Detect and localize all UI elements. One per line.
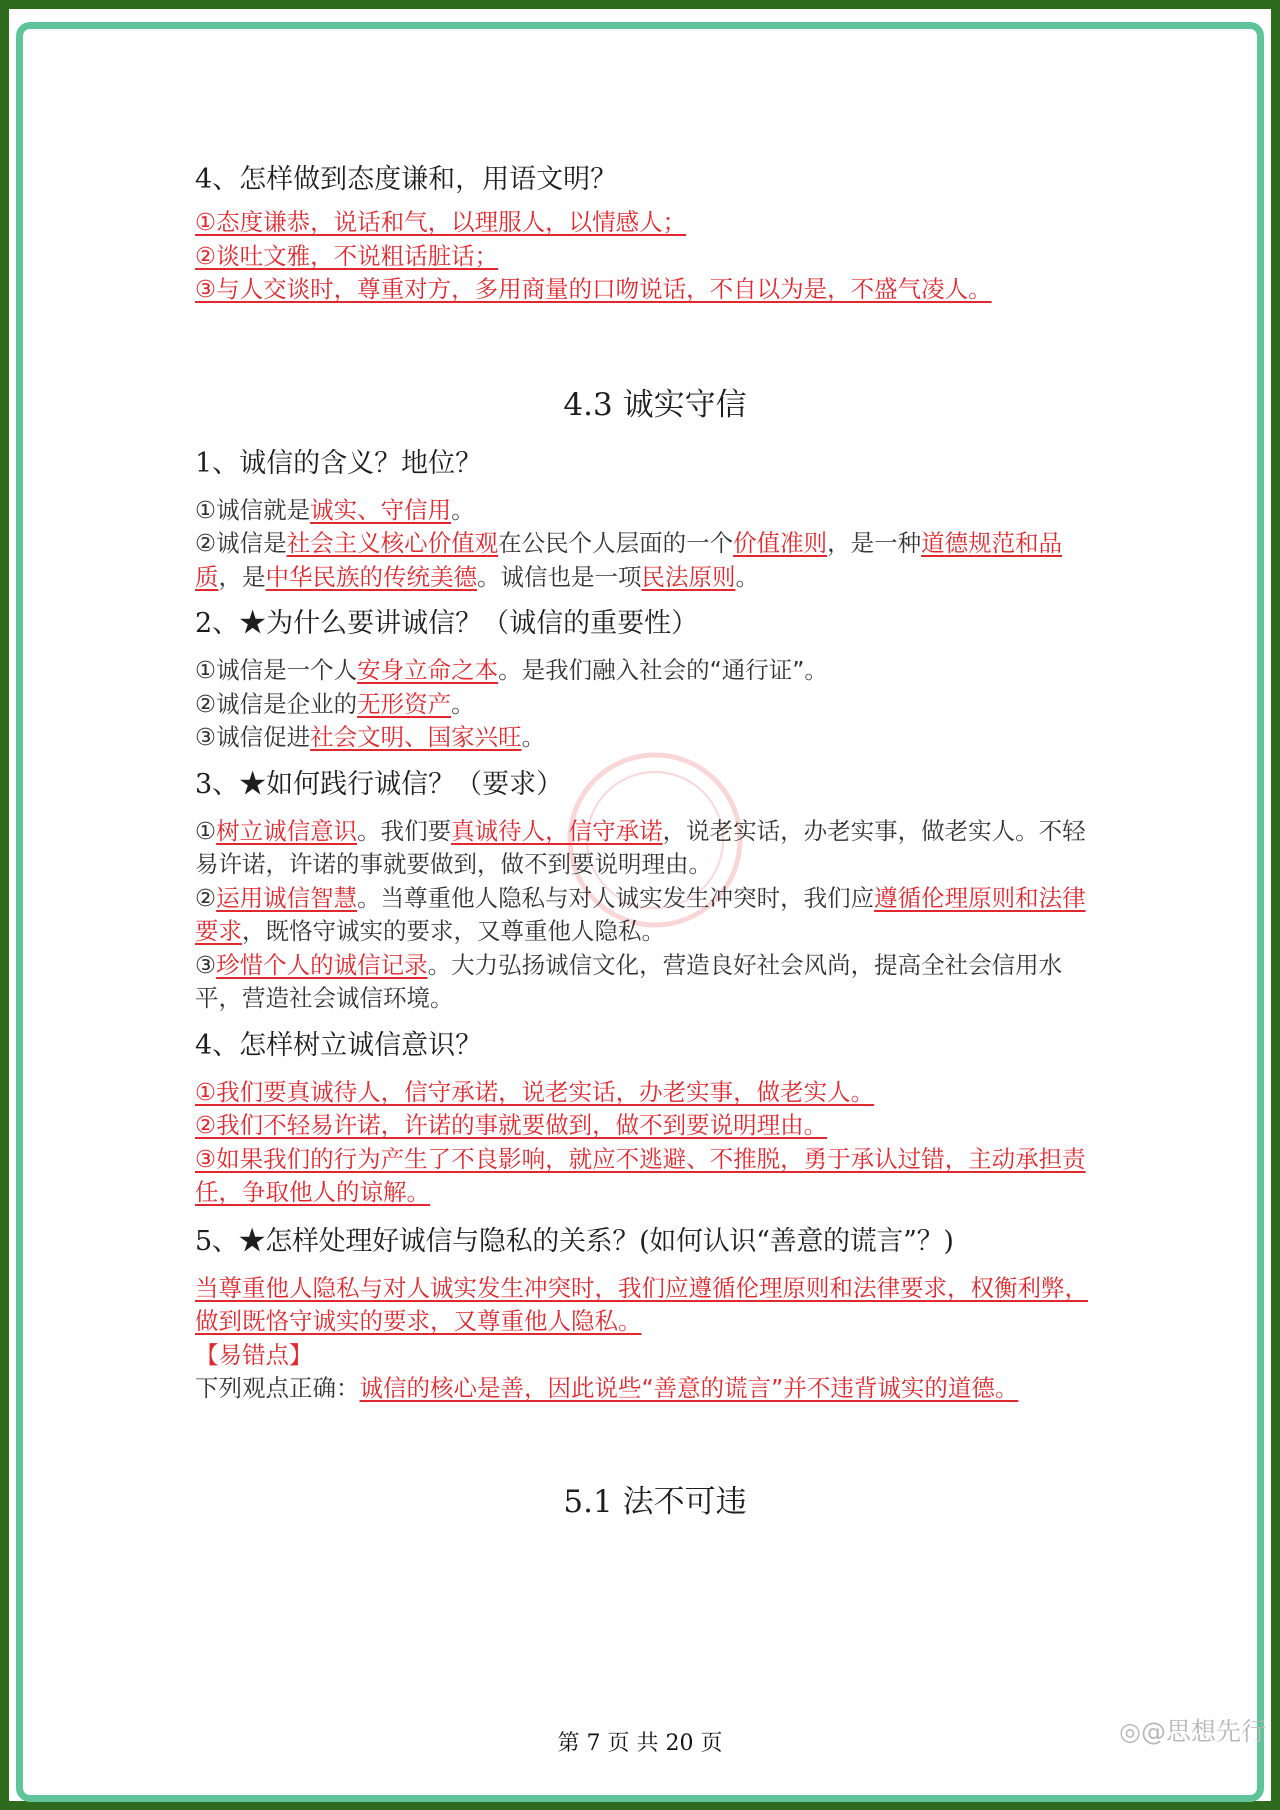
answer-line: ①树立诚信意识。我们要真诚待人，信守承诺，说老实话，办老实事，做老实人。不轻易许诺，许诺的事就要做到，做不到要说明理由。 [195,816,1086,878]
answer-line: 下列观点正确：诚信的核心是善，因此说些“善意的谎言”并不违背诚实的道德。 [195,1374,1019,1402]
answer-line: ③诚信促进社会文明、国家兴旺。 [195,723,546,751]
answer-line: ②我们不轻易许诺，许诺的事就要做到，做不到要说明理由。 [195,1111,828,1139]
key-point: 社会主义核心价值观 [286,529,499,557]
section-heading-5-1: 5.1 法不可违 [563,1483,747,1520]
key-point: 中华民族的传统美德 [265,562,477,591]
answer-line: ①诚信就是诚实、守信用。 [195,495,475,524]
key-point: 安身立命之本 [357,656,499,684]
key-point: 遵循伦理原则和法律要求 [195,883,1086,945]
key-point: 珍惜个人的诚信记录 [216,950,428,979]
key-point: 民法原则 [641,562,736,591]
answer-line: ①态度谦恭，说话和气，以理服人，以情感人； [195,208,687,236]
key-point: 无形资产 [357,689,452,718]
answer-line: 当尊重他人隐私与对人诚实发生冲突时，我们应遵循伦理原则和法律要求，权衡利弊，做到既恪守诚实的要求，又尊重他人隐私。 [195,1273,1088,1335]
answer-line: ③与人交谈时，尊重对方，多用商量的口吻说话，不自以为是，不盛气凌人。 [195,275,992,303]
answer-line: ②诚信是社会主义核心价值观在公民个人层面的一个价值准则，是一种道德规范和品质，是中华民族的传统美德。诚信也是一项民法原则。 [195,529,1063,591]
error-prone-tag: 【易错点】 [195,1340,313,1369]
answer-line: ②运用诚信智慧。当尊重他人隐私与对人诚实发生冲突时，我们应遵循伦理原则和法律要求，既恪守诚实的要求，又尊重他人隐私。 [195,883,1086,945]
section-heading-4-3: 4.3 诚实守信 [563,386,747,423]
key-point: 诚实、守信用 [310,495,452,524]
answer-line: ②谈吐文雅，不说粗话脏话； [195,241,499,270]
key-point: 道德规范和品质 [195,529,1063,591]
answer-line: ①我们要真诚待人，信守承诺，说老实话，办老实事，做老实人。 [195,1077,875,1106]
question-why-integrity: 2、★为什么要讲诚信？（诚信的重要性） [195,608,699,639]
key-point: 运用诚信智慧 [216,883,358,912]
answer-line: ①诚信是一个人安身立命之本。是我们融入社会的“通行证”。 [195,656,828,684]
question-privacy: 5、★怎样处理好诚信与隐私的关系？(如何认识“善意的谎言”？) [195,1225,954,1257]
question-how-practice: 3、★如何践行诚信？（要求） [195,768,564,800]
question-attitude: 4、怎样做到态度谦和，用语文明？ [195,164,618,195]
answer-line: ③珍惜个人的诚信记录。大力弘扬诚信文化，营造良好社会风尚，提高全社会信用水平，营造社会诚信环境。 [195,950,1063,1012]
key-point: 真诚待人，信守承诺 [451,816,663,845]
answer-line: ③如果我们的行为产生了不良影响，就应不逃避、不推脱，勇于承认过错，主动承担责任，争取他人的谅解。 [195,1144,1086,1206]
weibo-watermark: ◎@思想先行 [1119,1717,1266,1746]
page-content [195,160,1090,1521]
question-build-awareness: 4、怎样树立诚信意识？ [195,1029,483,1061]
answer-line: ②诚信是企业的无形资产。 [195,689,475,718]
page-number-footer: 第 7 页 共 20 页 [557,1731,723,1756]
key-point: 社会文明、国家兴旺 [310,723,522,751]
key-point: 价值准则 [733,529,828,557]
key-point: 诚信的核心是善，因此说些“善意的谎言”并不违背诚实的道德。 [359,1374,1019,1402]
key-point: 树立诚信意识 [216,816,358,845]
question-meaning: 1、诚信的含义？地位？ [195,447,483,479]
